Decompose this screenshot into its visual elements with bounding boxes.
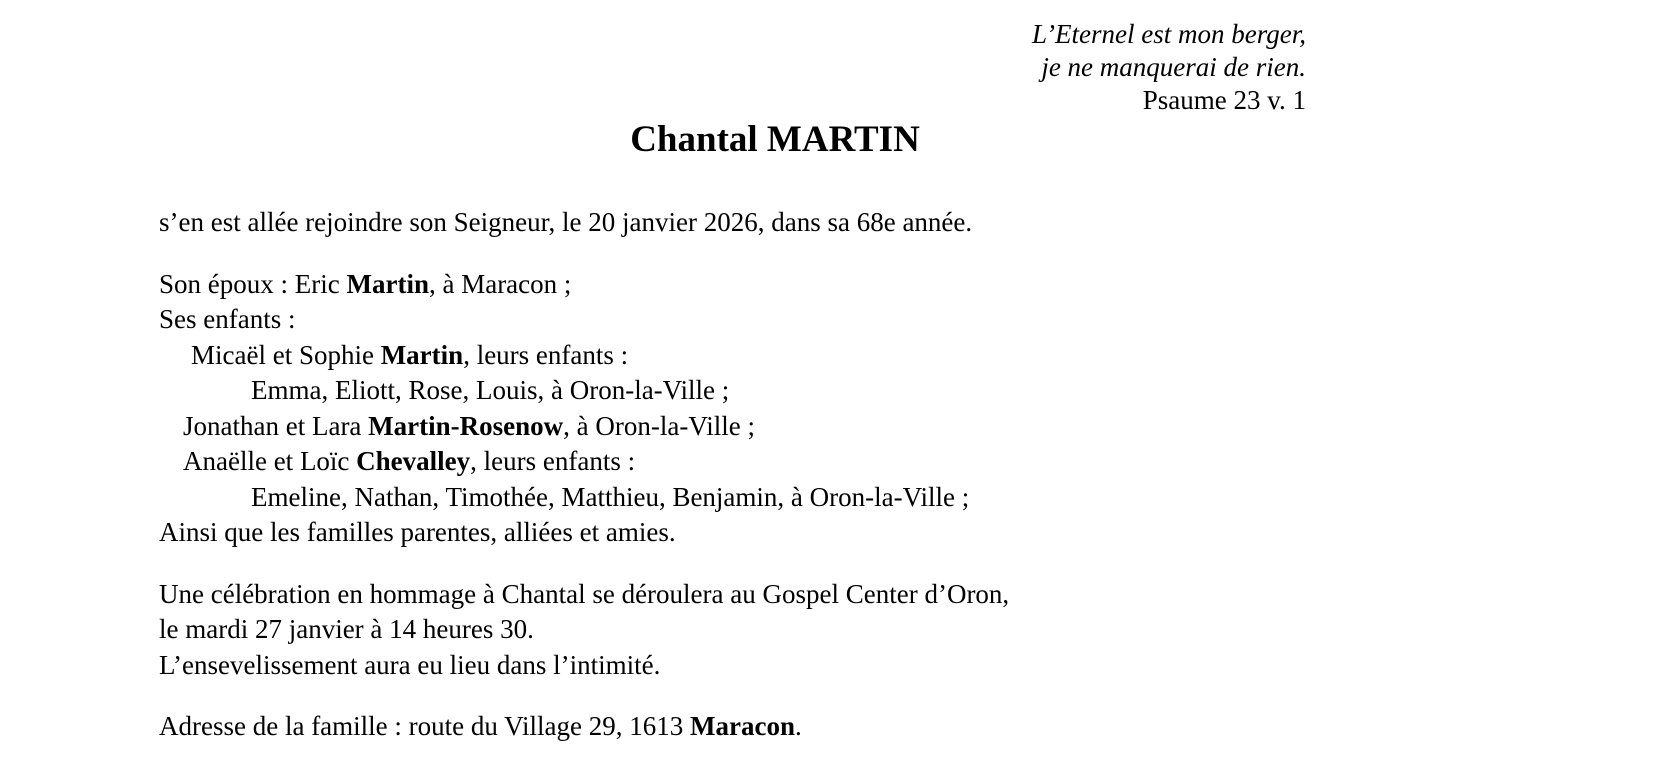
ceremony-line-2: le mardi 27 janvier à 14 heures 30. [159,614,534,644]
child2-suffix: , à Oron-la-Ville ; [563,410,755,441]
children-heading: Ses enfants : [159,304,296,334]
address-prefix: Adresse de la famille : route du Village 29, 1613 [159,711,690,741]
child2-prefix: Jonathan et Lara [183,410,369,441]
deceased-name-title: Chantal MARTIN [630,119,920,160]
ceremony-line-1: Une célébration en hommage à Chantal se déroulera au Gospel Center d’Oron, [159,578,1010,609]
grandchildren-line-3: Emeline, Nathan, Timothée, Matthieu, Benjamin, à Oron-la-Ville ; [251,481,970,512]
child1-surname: Martin [380,339,464,370]
child3-surname: Chevalley [356,446,471,476]
child3-prefix: Anaëlle et Loïc [183,446,357,476]
family-closing-line: Ainsi que les familles parentes, alliées et amies. [159,517,676,547]
psalm-verse [1032,18,1306,117]
spouse-line [159,267,1359,303]
child-line-2 [159,409,1359,445]
ceremony-line-3: L’ensevelissement aura eu lieu dans l’intimité. [159,649,661,680]
family-address-line [159,709,1359,745]
spouse-prefix: Son époux : Eric [159,268,347,299]
verse-reference: Psaume 23 v. 1 [1142,85,1306,115]
spouse-surname: Martin [346,268,429,299]
verse-line-1: L’Eternel est mon berger, [1032,19,1306,49]
child3-suffix: , leurs enfants : [470,446,636,476]
child1-prefix: Micaël et Sophie [191,339,381,370]
child-line-3 [159,444,1359,480]
verse-line-2: je ne manquerai de rien. [1041,52,1306,82]
child-line-1 [159,338,1359,374]
child2-surname: Martin-Rosenow [368,410,564,441]
child1-suffix: , leurs enfants : [463,339,629,370]
spouse-suffix: , à Maracon ; [428,268,572,299]
address-city: Maracon [690,711,795,741]
obituary-body [159,205,1359,745]
announcement-text: s’en est allée rejoindre son Seigneur, le 20 janvier 2026, dans sa 68e année. [159,207,973,237]
grandchildren-line-1: Emma, Eliott, Rose, Louis, à Oron-la-Ville ; [251,375,730,405]
address-suffix: . [794,711,802,741]
